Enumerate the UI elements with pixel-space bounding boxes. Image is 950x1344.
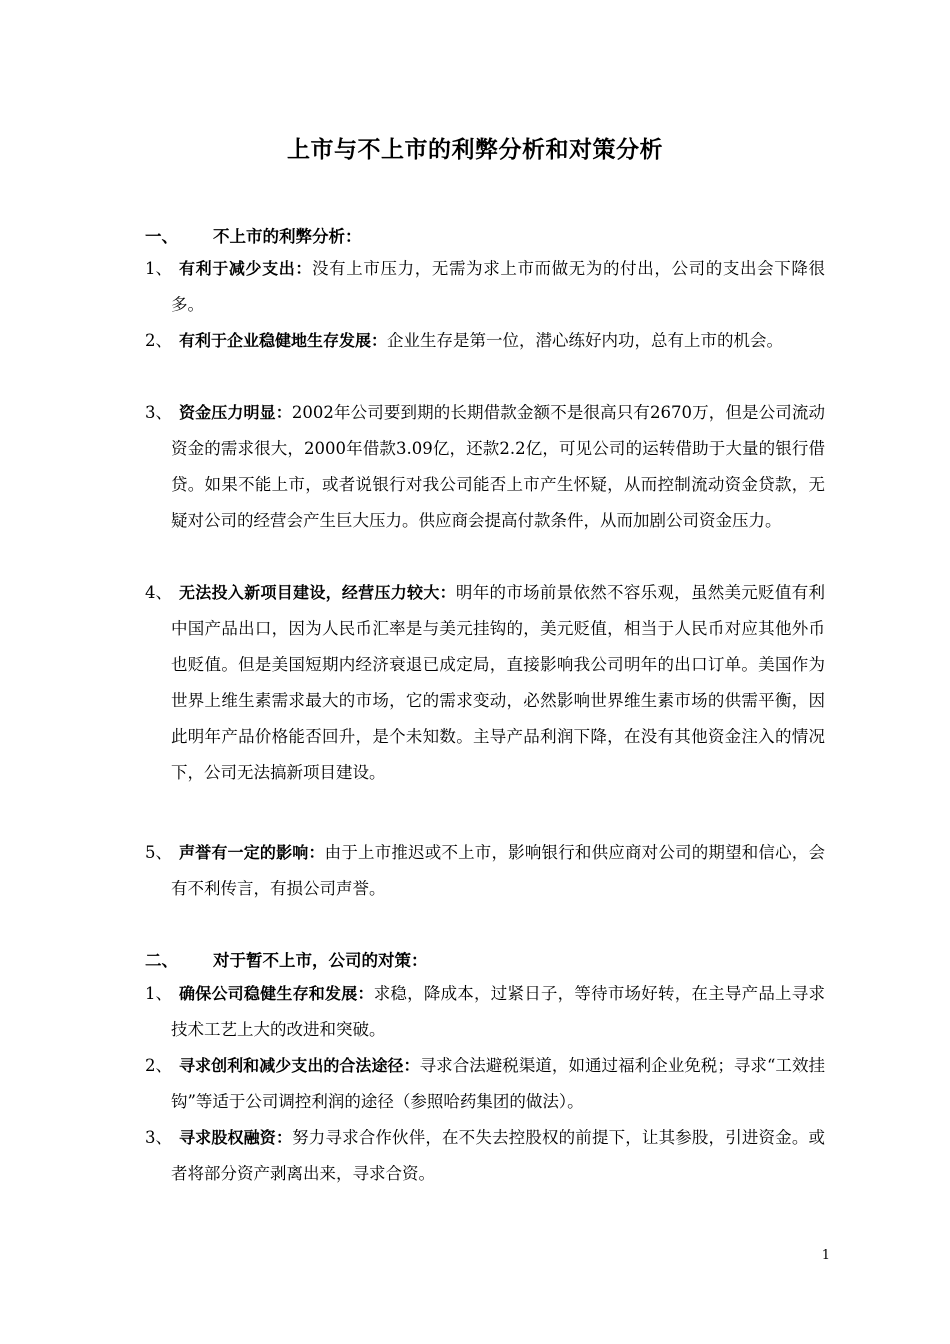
item-label: 确保公司稳健生存和发展： xyxy=(179,984,374,1003)
item-content xyxy=(171,835,825,907)
item-label: 寻求创利和减少支出的合法途径： xyxy=(179,1056,420,1075)
page-number: 1 xyxy=(821,1248,830,1263)
section-number: 二、 xyxy=(145,951,178,970)
item-number: 3、 xyxy=(145,1128,172,1147)
item-label: 声誉有一定的影响： xyxy=(179,843,325,862)
item-text: 努力寻求合作伙伴，在不失去控股权的前提下，让其参股，引进资金。或者将部分资产剥离出来，寻求合资。 xyxy=(171,1128,825,1183)
item-number: 2、 xyxy=(145,1056,172,1075)
item-number: 4、 xyxy=(145,583,172,602)
item-number: 2、 xyxy=(145,331,172,350)
document-title: 上市与不上市的利弊分析和对策分析 xyxy=(287,137,663,163)
list-item xyxy=(145,976,825,1048)
item-label: 有利于企业稳健地生存发展： xyxy=(179,331,388,350)
item-number: 3、 xyxy=(145,403,172,422)
item-number: 5、 xyxy=(145,843,172,862)
list-item xyxy=(145,1048,825,1120)
item-content xyxy=(171,976,825,1048)
item-text: 明年的市场前景依然不容乐观，虽然美元贬值有利中国产品出口，因为人民币汇率是与美元挂钩的，美元贬值，相当于人民币对应其他外币也贬值。但是美国短期内经济衰退已成定局，直接影响我公司明年的出口订单。美国作为世界上维生素需求最大的市场，它的需求变动，必然影响世界维生素市场的供需平衡，因此明年产品价格能否回升，是个未知数。主导产品利润下降，在没有其他资金注入的情况下，公司无法搞新项目建设。 xyxy=(171,583,825,782)
list-item xyxy=(145,395,825,539)
item-text: 2002年公司要到期的长期借款金额不是很高只有2670万，但是公司流动资金的需求很大，2000年借款3.09亿，还款2.2亿，可见公司的运转借助于大量的银行借贷。如果不能上市，或者说银行对我公司能否上市产生怀疑，从而控制流动资金贷款，无疑对公司的经营会产生巨大压力。供应商会提高付款条件，从而加剧公司资金压力。 xyxy=(171,403,825,530)
item-label: 寻求股权融资： xyxy=(179,1128,293,1147)
item-content xyxy=(171,1048,825,1120)
item-label: 有利于减少支出： xyxy=(179,259,312,278)
section-title: 不上市的利弊分析： xyxy=(213,227,362,246)
list-item xyxy=(145,1120,825,1192)
list-item xyxy=(145,251,825,323)
item-text: 没有上市压力，无需为求上市而做无为的付出，公司的支出会下降很多。 xyxy=(171,259,825,314)
item-number: 1、 xyxy=(145,984,172,1003)
item-number: 1、 xyxy=(145,259,172,278)
item-content xyxy=(171,575,825,791)
section-heading-2 xyxy=(145,950,428,972)
item-text: 求稳，降成本，过紧日子，等待市场好转，在主导产品上寻求技术工艺上大的改进和突破。 xyxy=(171,984,825,1039)
item-text: 企业生存是第一位，潜心练好内功，总有上市的机会。 xyxy=(387,331,784,350)
item-content xyxy=(171,323,825,359)
section-heading-1 xyxy=(145,226,362,248)
item-text: 寻求合法避税渠道，如通过福利企业免税；寻求“工效挂钩”等适于公司调控利润的途径（参照哈药集团的做法）。 xyxy=(171,1056,825,1111)
list-item xyxy=(145,323,825,359)
item-content xyxy=(171,395,825,539)
item-label: 无法投入新项目建设，经营压力较大： xyxy=(179,583,456,602)
item-content xyxy=(171,1120,825,1192)
section-number: 一、 xyxy=(145,227,178,246)
item-text: 由于上市推迟或不上市，影响银行和供应商对公司的期望和信心，会有不利传言，有损公司声誉。 xyxy=(171,843,825,898)
section-title: 对于暂不上市，公司的对策： xyxy=(213,951,428,970)
list-item xyxy=(145,575,825,791)
list-item xyxy=(145,835,825,907)
item-content xyxy=(171,251,825,323)
item-label: 资金压力明显： xyxy=(179,403,292,422)
